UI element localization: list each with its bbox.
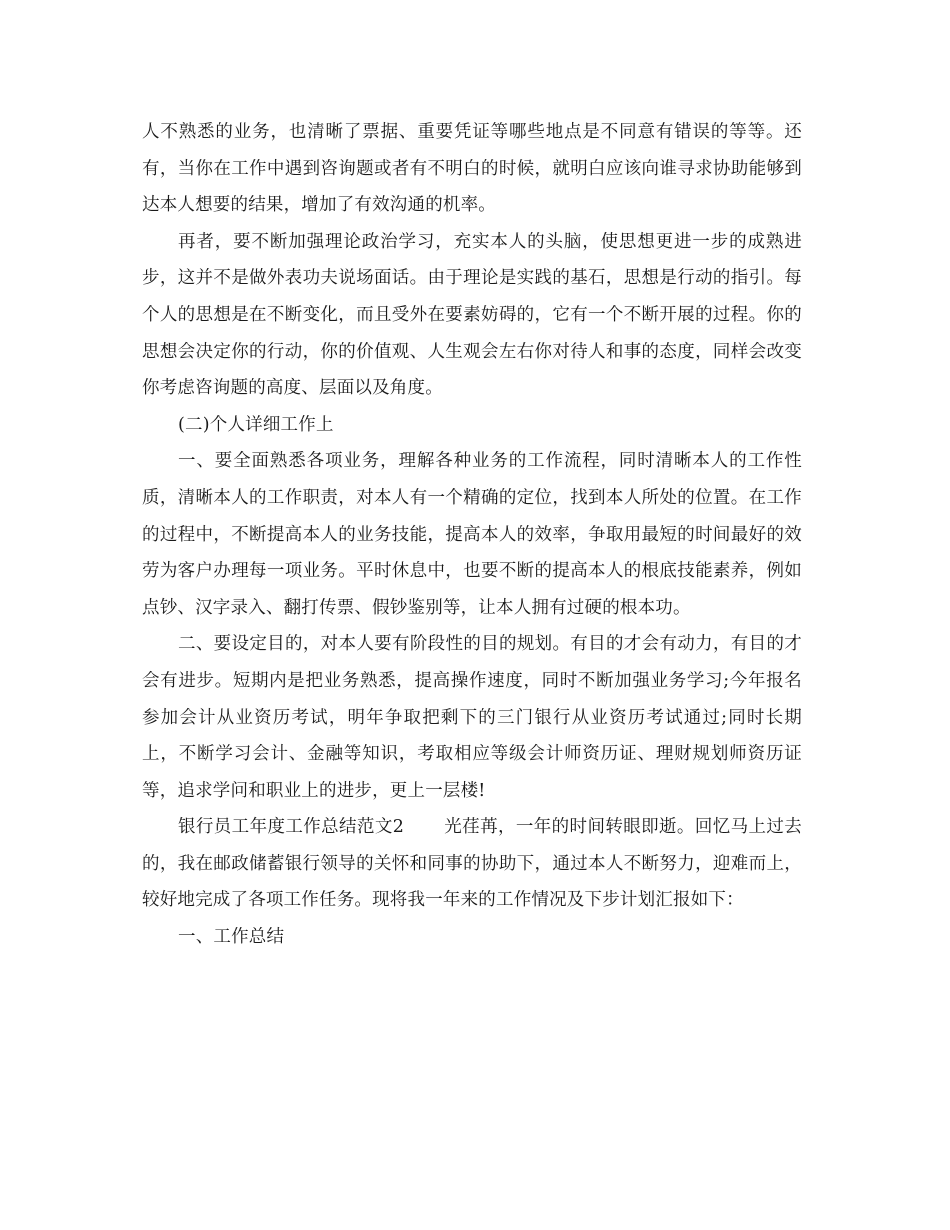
section-heading-work-summary: 一、工作总结 bbox=[178, 927, 285, 948]
paragraph-1: 人不熟悉的业务，也清晰了票据、重要凭证等哪些地点是不同意有错误的等等。还有，当你在工作中遇到咨询题或者有不明白的时候，就明白应该向谁寻求协助能够到达本人想要的结果，增加了有效沟通的机率。 bbox=[142, 122, 802, 216]
paragraph-item-one: 一、要全面熟悉各项业务，理解各种业务的工作流程，同时清晰本人的工作性质，清晰本人的工作职责，对本人有一个精确的定位，找到本人所处的位置。在工作的过程中，不断提高本人的业务技能，提高本人的效率，争取用最短的时间最好的效劳为客户办理每一项业务。平时休息中，也要不断的提高本人的根底技能素养，例如点钞、汉字录入、翻打传票、假钞鉴别等，让本人拥有过硬的根本功。 bbox=[142, 451, 802, 618]
document-body bbox=[142, 114, 802, 956]
sample-2-title: 银行员工年度工作总结范文2 bbox=[178, 817, 405, 838]
sample-2-body: 光荏苒，一年的时间转眼即逝。回忆马上过去的，我在邮政储蓄银行领导的关怀和同事的协助下，通过本人不断努力，迎难而上，较好地完成了各项工作任务。现将我一年来的工作情况及下步计划汇报如下： bbox=[142, 817, 803, 911]
paragraph-2: 再者，要不断加强理论政治学习，充实本人的头脑，使思想更进一步的成熟进步，这并不是做外表功夫说场面话。由于理论是实践的基石，思想是行动的指引。每个人的思想是在不断变化，而且受外在要素妨碍的，它有一个不断开展的过程。你的思想会决定你的行动，你的价值观、人生观会左右你对待人和事的态度，同样会改变你考虑咨询题的高度、层面以及角度。 bbox=[142, 231, 802, 399]
paragraph-sample-2 bbox=[142, 809, 802, 919]
paragraph-item-two: 二、要设定目的，对本人要有阶段性的目的规划。有目的才会有动力，有目的才会有进步。短期内是把业务熟悉，提高操作速度，同时不断加强业务学习;今年报名参加会计从业资历考试，明年争取把剩下的三门银行从业资历考试通过;同时长期上，不断学习会计、金融等知识，考取相应等级会计师资历证、理财规划师资历证等，追求学问和职业上的进步，更上一层楼! bbox=[142, 634, 802, 801]
section-heading-personal-work: (二)个人详细工作上 bbox=[178, 414, 334, 435]
